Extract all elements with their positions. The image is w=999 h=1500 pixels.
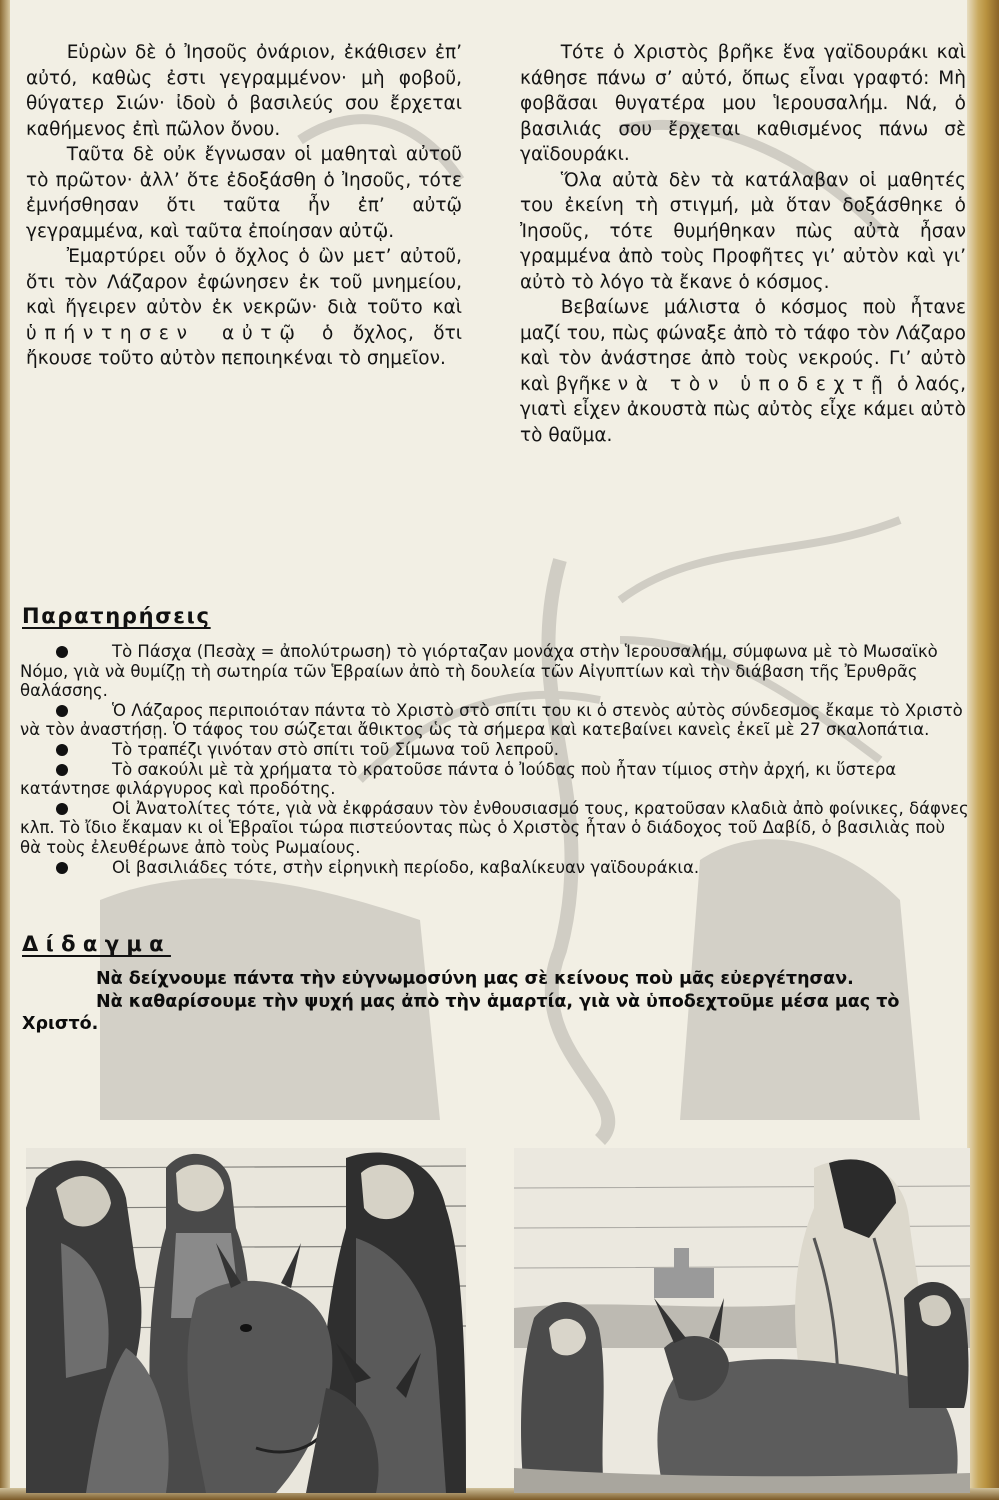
page-left-edge <box>0 0 10 1500</box>
christ-on-donkey-drawing <box>514 1148 970 1493</box>
observation-text: Οἱ βασιλιάδες τότε, στὴν εἰρηνικὴ περίοδο, καβαλίκευαν γαϊδουράκια. <box>112 857 700 877</box>
disciples-donkey-drawing <box>26 1148 466 1493</box>
bullet-icon <box>56 764 68 776</box>
original-paragraph-3-end: ὁ ὄχλος, ὅτι ἤκουσε τοῦτο αὐτὸν πεποιηκέναι τὸ σημεῖον. <box>26 322 462 369</box>
observation-item <box>20 858 970 878</box>
illustration-christ-on-donkey <box>514 1148 970 1493</box>
bullet-icon <box>56 803 68 815</box>
observation-item <box>20 701 970 740</box>
original-paragraph-3-start: Ἐμαρτύρει οὖν ὁ ὄχλος ὁ ὢν μετ’ αὐτοῦ, ὅτι τὸν Λάζαρον ἐφώνησεν ἐκ τοῦ μνημείου, καὶ ἤγειρεν αὐτὸν ἐκ νεκρῶν· διὰ τοῦτο καὶ <box>26 246 462 318</box>
observations-heading: Παρατηρήσεις <box>22 604 211 628</box>
observation-text: Οἱ Ἀνατολίτες τότε, γιὰ νὰ ἐκφράσαυν τὸν ἐνθουσιασμό τους, κρατοῦσαν κλαδιὰ ἀπὸ φοίνικες, δάφνες κλπ. Τὸ ἴδιο ἔκαμαν κι οἱ Ἑβραῖοι τώρα πιστεύοντας πὼς ὁ Χριστὸς ἦταν ὁ διάδοχος τοῦ Δαβίδ, ὁ βασιλιὰς ποὺ θὰ τοὺς ἐλευθέρωνε ἀπὸ τοὺς Ρωμαίους. <box>20 798 969 857</box>
bullet-icon <box>56 862 68 874</box>
translation-paragraph-3-end: ὁ λαός, γιατὶ εἶχεν ἀκουστὰ πὼς αὐτὸς εἶχε κάμει αὐτὸ τὸ θαῦμα. <box>520 373 966 446</box>
bullet-icon <box>56 646 68 658</box>
observation-item <box>20 740 970 760</box>
book-binding-edge <box>967 0 999 1500</box>
observation-item <box>20 799 970 858</box>
lesson-text <box>22 968 972 1036</box>
lesson-line-1: Νὰ δείχνουμε πάντα τὴν εὐγνωμοσύνη μας σὲ κείνους ποὺ μᾶς εὐεργέτησαν. <box>96 969 854 989</box>
bullet-icon <box>56 705 68 717</box>
illustration-disciples-with-donkey <box>26 1148 466 1493</box>
original-text-column <box>26 40 462 372</box>
bullet-icon <box>56 744 68 756</box>
lesson-line-2-text: Νὰ καθαρίσουμε τὴν ψυχή μας ἀπὸ τὴν ἁμαρτία, γιὰ νὰ ὑποδεχτοῦμε μέσα μας τὸ Χριστό. <box>22 991 900 1034</box>
translation-paragraph-1: Τότε ὁ Χριστὸς βρῆκε ἕνα γαϊδουράκι καὶ κάθησε πάνω σ’ αὐτό, ὅπως εἶναι γραφτό: Μὴ φοβᾶσαι θυγατέρα μου Ἱερουσαλήμ. Νά, ὁ βασιλιάς σου ἔρχεται καθισμένος πάνω σὲ γαϊδουράκι. <box>520 42 966 165</box>
translation-paragraph-2: Ὅλα αὐτὰ δὲν τὰ κατάλαβαν οἱ μαθητές του ἐκείνη τὴ στιγμή, μὰ ὅταν δοξάσθηκε ὁ Ἰησοῦς, τότε θυμήθηκαν πὼς αὐτὰ ἦσαν γραμμένα ἀπὸ τοὺς Προφῆτες γι’ αὐτὸν καὶ γι’ αὐτὸ τὸ λόγο τὰ ἔκανε ὁ κόσμος. <box>520 169 966 293</box>
lesson-line-2 <box>22 991 972 1036</box>
translation-spaced-phrase: νὰ τὸν ὑποδεχτῇ <box>617 373 891 395</box>
translation-paragraph-3-start: Βεβαίωνε μάλιστα ὁ κόσμος ποὺ ἦτανε μαζί του, πὼς φώναξε ἀπὸ τὸ τάφο τὸν Λάζαρο καὶ τὸν ἀνάστησε ἀπὸ τοὺς νεκρούς. Γι’ αὐτὸ καὶ βγῆκε <box>520 297 966 395</box>
translation-column <box>520 40 966 448</box>
observations-list <box>20 642 970 877</box>
observation-text: Τὸ τραπέζι γινόταν στὸ σπίτι τοῦ Σίμωνα τοῦ λεπροῦ. <box>112 739 560 759</box>
observation-text: Ὁ Λάζαρος περιποιόταν πάντα τὸ Χριστὸ στὸ σπίτι του κι ὁ στενὸς αὐτὸς σύνδεσμος ἔκαμε τὸ Χριστὸ νὰ τὸν ἀναστήσῃ. Ὁ τάφος του σώζεται ἄθικτος ὡς τὰ σήμερα καὶ κατεβαίνει κανεὶς ἐκεῖ μὲ 27 σκαλοπάτια. <box>20 700 963 740</box>
original-paragraph-3 <box>26 244 462 372</box>
observation-item <box>20 642 970 701</box>
original-paragraph-2: Ταῦτα δὲ οὐκ ἔγνωσαν οἱ μαθηταὶ αὐτοῦ τὸ πρῶτον· ἀλλ’ ὅτε ἐδοξάσθη ὁ Ἰησοῦς, τότε ἐμνήσθησαν ὅτι ταῦτα ἦν ἐπ’ αὐτῷ γεγραμμένα, καὶ ταῦτα ἐποίησαν αὐτῷ. <box>26 144 462 242</box>
observation-text: Τὸ Πάσχα (Πεσὰχ = ἀπολύτρωση) τὸ γιόρταζαν μονάχα στὴν Ἱερουσαλήμ, σύμφωνα μὲ τὸ Μωσαϊκὸ Νόμο, γιὰ νὰ θυμίζῃ τὴ σωτηρία τῶν Ἑβραίων ἀπὸ τὴ δουλεία τῶν Αἰγυπτίων καὶ τὴν διάβαση τῆς Ἐρυθρᾶς θαλάσσης. <box>20 642 938 701</box>
original-paragraph-1: Εὑρὼν δὲ ὁ Ἰησοῦς ὀνάριον, ἐκάθισεν ἐπ’ αὐτό, καθὼς ἐστι γεγραμμένον· μὴ φοβοῦ, θύγατερ Σιών· ἰδοὺ ὁ βασιλεύς σου ἔρχεται καθήμενος ἐπὶ πῶλον ὄνου. <box>26 42 462 140</box>
translation-paragraph-3 <box>520 295 966 448</box>
original-spaced-phrase: ὑπήντησεν αὐτῷ <box>26 322 303 344</box>
lesson-heading: Δίδαγμα <box>22 932 171 956</box>
observation-text: Τὸ σακούλι μὲ τὰ χρήματα τὸ κρατοῦσε πάντα ὁ Ἰούδας ποὺ ἦταν τίμιος στὴν ἀρχή, κι ὕστερα κατάντησε φιλάργυρος καὶ προδότης. <box>20 759 897 799</box>
observation-item <box>20 760 970 799</box>
